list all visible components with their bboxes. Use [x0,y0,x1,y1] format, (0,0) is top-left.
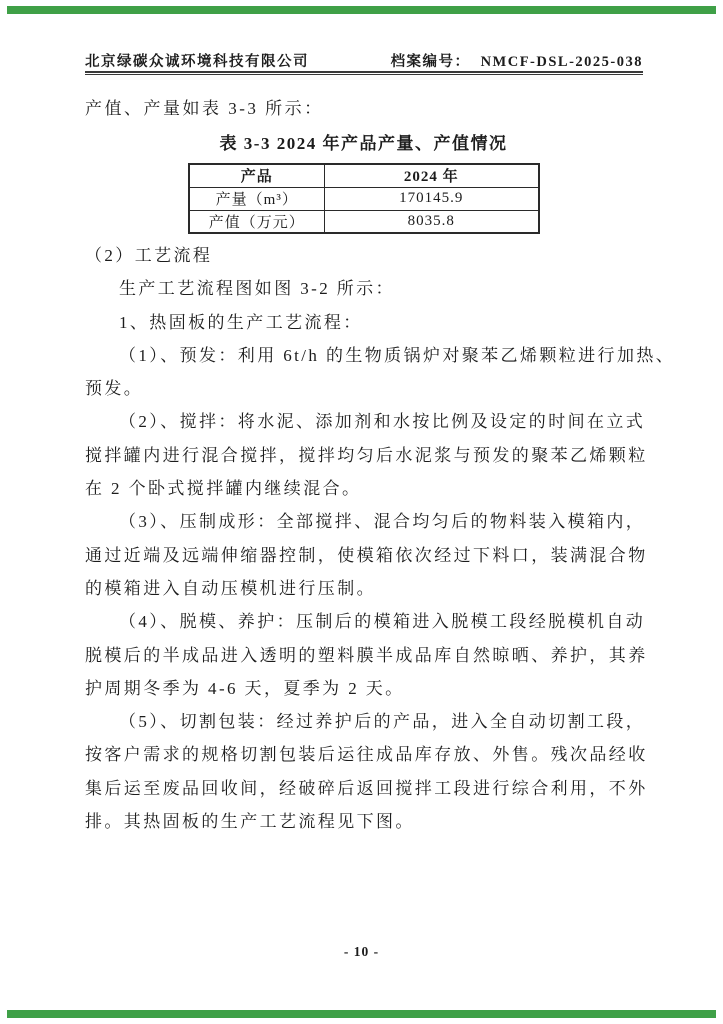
step-paragraph-2 [85,405,648,505]
page-content [85,84,676,838]
table-title: 表 3-3 2024 年产品产量、产值情况 [219,134,508,153]
step-line: 脱模后的半成品进入透明的塑料膜半成品库自然晾晒、养护，其养 [85,645,648,665]
header-double-rule [85,71,643,75]
table-header-product: 产品 [189,164,325,187]
step-line: （2）、搅拌：将水泥、添加剂和水按比例及设定的时间在立式 [119,412,646,432]
table-row [189,210,539,233]
step-line: （1）、预发：利用 6t/h 的生物质锅炉对聚苯乙烯颗粒进行加热、 [119,345,676,365]
production-table [188,163,540,234]
body-text [85,239,676,838]
step-line: （3）、压制成形：全部搅拌、混合均匀后的物料装入模箱内， [119,512,646,532]
step-paragraph-4 [85,605,648,705]
step-paragraph-5 [85,705,648,838]
cell-output-label: 产量（m³） [189,187,325,210]
section-heading: （2）工艺流程 [85,246,213,265]
step-paragraph-3 [85,505,648,605]
step-line: 通过近端及远端伸缩器控制，使模箱依次经过下料口，装满混合物 [85,545,648,565]
page-header [85,50,643,71]
top-accent-bar [7,6,716,14]
step-line: 集后运至废品回收间，经破碎后返回搅拌工段进行综合利用，不外 [85,778,648,798]
archive-number-group [391,50,643,71]
cell-value-label: 产值（万元） [189,210,325,233]
item-heading-line: 1、热固板的生产工艺流程： [119,312,363,332]
step-line: 排。其热固板的生产工艺流程见下图。 [85,812,415,832]
step-line: 按客户需求的规格切割包装后运往成品库存放、外售。残次品经收 [85,745,648,765]
bottom-accent-bar [7,1010,716,1018]
step-line: 护周期冬季为 4-6 天，夏季为 2 天。 [85,678,405,698]
archive-number: NMCF-DSL-2025-038 [480,54,643,70]
intro-text: 产值、产量如表 3-3 所示： [85,99,324,118]
step-paragraph-1 [85,339,676,406]
step-line: （4）、脱模、养护：压制后的模箱进入脱模工段经脱模机自动 [119,612,646,632]
archive-label: 档案编号： [390,54,471,70]
flow-intro-line: 生产工艺流程图如图 3-2 所示： [119,279,395,299]
cell-value-value: 8035.8 [325,210,539,233]
step-line: 预发。 [85,379,144,399]
table-header-row [189,164,539,187]
table-header-year: 2024 年 [325,164,539,187]
table-row [189,187,539,210]
step-line: （5）、切割包装：经过养护后的产品，进入全自动切割工段， [119,712,646,732]
step-line: 搅拌罐内进行混合搅拌，搅拌均匀后水泥浆与预发的聚苯乙烯颗粒 [85,445,648,465]
page-number: - 10 - [343,944,380,959]
company-name: 北京绿碳众诚环境科技有限公司 [85,54,309,70]
step-line: 的模箱进入自动压模机进行压制。 [85,578,376,598]
cell-output-value: 170145.9 [325,187,539,210]
step-line: 在 2 个卧式搅拌罐内继续混合。 [85,479,362,499]
